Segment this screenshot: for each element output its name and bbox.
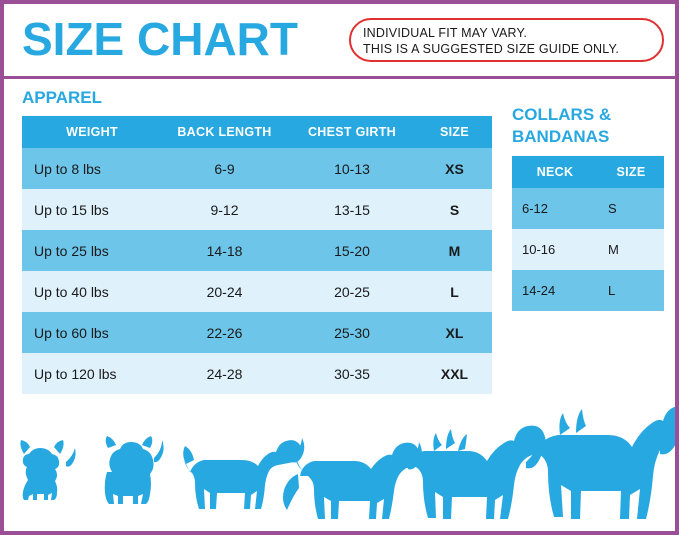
disclaimer-line-1: INDIVIDUAL FIT MAY VARY. [363, 26, 528, 40]
cell-neck: 14-24 [512, 270, 598, 311]
disclaimer-callout [349, 18, 664, 62]
collars-section-label: COLLARS & BANDANAS [512, 105, 612, 146]
table-row [22, 271, 492, 312]
cell-chest-girth: 30-35 [287, 353, 417, 394]
table-row [512, 229, 664, 270]
cell-weight: Up to 25 lbs [22, 230, 162, 271]
cell-neck: 6-12 [512, 188, 598, 229]
cell-weight: Up to 120 lbs [22, 353, 162, 394]
apparel-section-label: APPAREL [22, 88, 102, 107]
cell-neck: 10-16 [512, 229, 598, 270]
table-row [512, 188, 664, 229]
table-header-row [512, 156, 664, 188]
cell-size: L [598, 270, 664, 311]
header [4, 4, 675, 72]
cell-size: M [417, 230, 492, 271]
dog-silhouette-l [283, 442, 422, 519]
cell-back-length: 20-24 [162, 271, 287, 312]
header-divider [4, 76, 675, 79]
cell-weight: Up to 40 lbs [22, 271, 162, 312]
dog-silhouette-xl [406, 426, 546, 519]
table-row [22, 353, 492, 394]
table-row [22, 189, 492, 230]
cell-size: XXL [417, 353, 492, 394]
table-row [22, 230, 492, 271]
cell-size: XS [417, 148, 492, 189]
dog-silhouette-s [105, 436, 164, 504]
dog-silhouette-xxl [536, 406, 675, 519]
apparel-size-table [22, 116, 492, 394]
cell-chest-girth: 20-25 [287, 271, 417, 312]
cell-back-length: 6-9 [162, 148, 287, 189]
cell-weight: Up to 60 lbs [22, 312, 162, 353]
cell-chest-girth: 13-15 [287, 189, 417, 230]
cell-size: XL [417, 312, 492, 353]
dog-silhouette-xs [20, 440, 75, 500]
column-header-size: SIZE [598, 156, 664, 188]
table-row [512, 270, 664, 311]
cell-chest-girth: 15-20 [287, 230, 417, 271]
table-header-row [22, 116, 492, 148]
cell-chest-girth: 25-30 [287, 312, 417, 353]
cell-back-length: 22-26 [162, 312, 287, 353]
cell-back-length: 14-18 [162, 230, 287, 271]
page-title: SIZE CHART [22, 13, 298, 65]
cell-size: M [598, 229, 664, 270]
cell-weight: Up to 8 lbs [22, 148, 162, 189]
cell-weight: Up to 15 lbs [22, 189, 162, 230]
column-header-size: SIZE [417, 116, 492, 148]
disclaimer-line-2: THIS IS A SUGGESTED SIZE GUIDE ONLY. [363, 42, 620, 56]
cell-size: L [417, 271, 492, 312]
collars-size-table [512, 156, 664, 311]
column-header-weight: WEIGHT [22, 116, 162, 148]
column-header-back-length: BACK LENGTH [162, 116, 287, 148]
cell-chest-girth: 10-13 [287, 148, 417, 189]
column-header-neck: NECK [512, 156, 598, 188]
cell-back-length: 9-12 [162, 189, 287, 230]
table-row [22, 148, 492, 189]
column-header-chest-girth: CHEST GIRTH [287, 116, 417, 148]
table-row [22, 312, 492, 353]
cell-size: S [598, 188, 664, 229]
cell-size: S [417, 189, 492, 230]
dog-silhouettes-row [4, 402, 675, 531]
cell-back-length: 24-28 [162, 353, 287, 394]
